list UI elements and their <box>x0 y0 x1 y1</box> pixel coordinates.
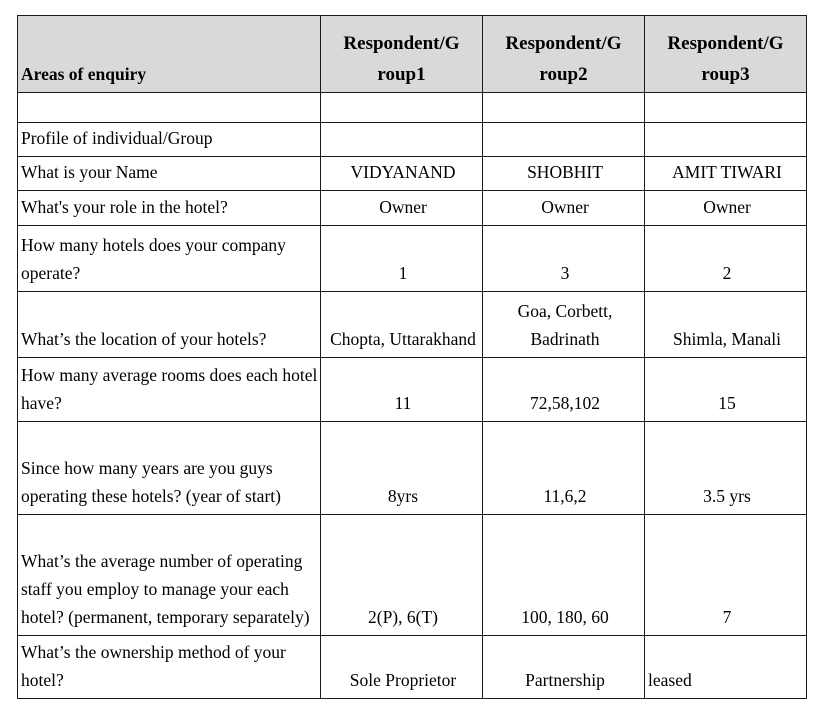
group1-answer: 8yrs <box>321 422 483 515</box>
group1-answer: 2(P), 6(T) <box>321 515 483 636</box>
group2-answer: SHOBHIT <box>483 157 645 191</box>
group3-answer: AMIT TIWARI <box>645 157 807 191</box>
section-label: Profile of individual/Group <box>18 123 321 157</box>
header-respondent-group2: Respondent/G roup2 <box>483 16 645 93</box>
group1-answer: 1 <box>321 226 483 292</box>
blank-row <box>18 93 807 123</box>
group1-answer: Chopta, Uttarakhand <box>321 292 483 358</box>
header-respondent-group3: Respondent/G roup3 <box>645 16 807 93</box>
group3-answer: 2 <box>645 226 807 292</box>
group2-answer: Owner <box>483 191 645 226</box>
group2-answer: Partnership <box>483 636 645 699</box>
group2-answer: 11,6,2 <box>483 422 645 515</box>
question-cell: What's your role in the hotel? <box>18 191 321 226</box>
table-row <box>18 292 807 358</box>
section-row <box>18 123 807 157</box>
group2-answer: 72,58,102 <box>483 358 645 422</box>
question-cell: What’s the ownership method of your hotel? <box>18 636 321 699</box>
group3-answer: 15 <box>645 358 807 422</box>
blank-cell <box>645 93 807 123</box>
group2-answer: 100, 180, 60 <box>483 515 645 636</box>
blank-cell <box>483 93 645 123</box>
group3-answer: Owner <box>645 191 807 226</box>
blank-cell <box>321 93 483 123</box>
group1-answer: VIDYANAND <box>321 157 483 191</box>
question-cell: How many average rooms does each hotel have? <box>18 358 321 422</box>
group1-answer: Sole Proprietor <box>321 636 483 699</box>
table-row <box>18 157 807 191</box>
group3-answer: leased <box>645 636 807 699</box>
header-row <box>18 16 807 93</box>
group1-answer: Owner <box>321 191 483 226</box>
blank-cell <box>645 123 807 157</box>
table-row <box>18 422 807 515</box>
group3-answer: 3.5 yrs <box>645 422 807 515</box>
table-row <box>18 191 807 226</box>
enquiry-table <box>17 15 807 699</box>
blank-cell <box>483 123 645 157</box>
header-areas-of-enquiry: Areas of enquiry <box>18 16 321 93</box>
question-cell: How many hotels does your company operate? <box>18 226 321 292</box>
question-cell: What’s the average number of operating staff you employ to manage your each hotel? (permanent, temporary separately) <box>18 515 321 636</box>
group3-answer: 7 <box>645 515 807 636</box>
blank-cell <box>18 93 321 123</box>
table-row <box>18 515 807 636</box>
table-row <box>18 636 807 699</box>
group3-answer: Shimla, Manali <box>645 292 807 358</box>
table-row <box>18 358 807 422</box>
group1-answer: 11 <box>321 358 483 422</box>
header-respondent-group1: Respondent/G roup1 <box>321 16 483 93</box>
question-cell: Since how many years are you guys operating these hotels? (year of start) <box>18 422 321 515</box>
group2-answer: 3 <box>483 226 645 292</box>
table-row <box>18 226 807 292</box>
question-cell: What’s the location of your hotels? <box>18 292 321 358</box>
question-cell: What is your Name <box>18 157 321 191</box>
blank-cell <box>321 123 483 157</box>
group2-answer: Goa, Corbett, Badrinath <box>483 292 645 358</box>
